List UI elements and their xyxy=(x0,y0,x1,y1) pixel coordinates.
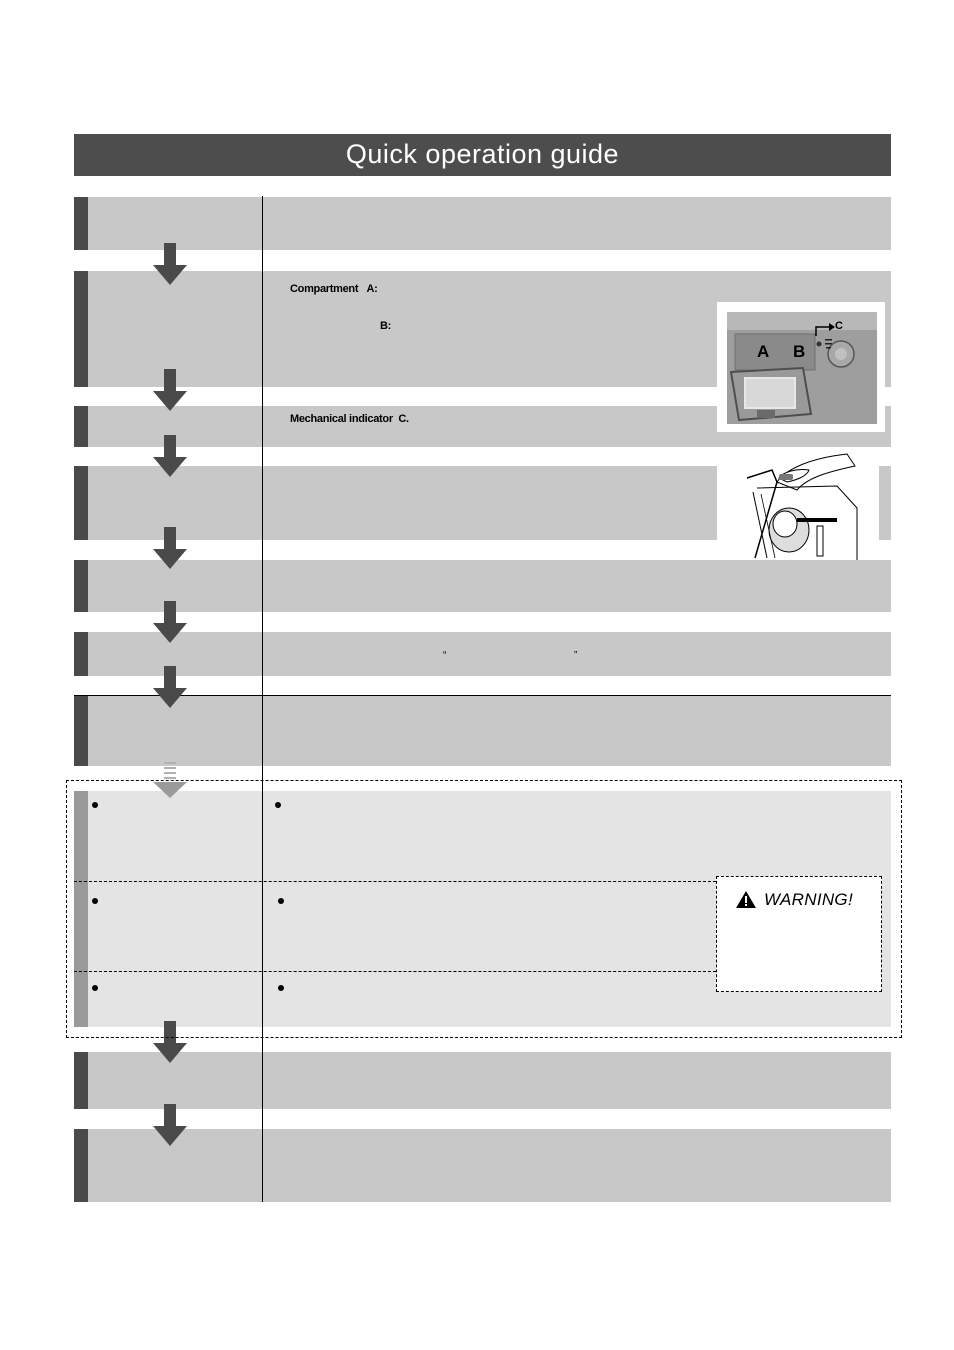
step-marker xyxy=(74,271,88,387)
bullet-icon xyxy=(92,802,98,808)
mechanical-indicator-text: Mechanical indicator xyxy=(290,413,393,425)
bullet-icon xyxy=(275,802,281,808)
options-separator xyxy=(74,971,716,972)
step-marker xyxy=(74,406,88,447)
indicator-c-text: C. xyxy=(398,413,409,425)
warning-title: WARNING! xyxy=(764,890,853,909)
warning-triangle-icon xyxy=(736,891,756,908)
column-divider xyxy=(262,196,263,1202)
mechanical-indicator-label xyxy=(290,413,409,425)
compartment-a-marker: A xyxy=(757,342,770,361)
down-arrow-icon xyxy=(153,435,187,477)
compartment-text: Compartment xyxy=(290,283,359,295)
down-arrow-icon xyxy=(153,666,187,708)
dispenser-photo xyxy=(717,302,885,432)
step-marker xyxy=(74,560,88,612)
down-arrow-icon xyxy=(153,243,187,285)
down-arrow-icon xyxy=(153,601,187,643)
close-quote: ” xyxy=(574,650,578,661)
compartment-label xyxy=(290,283,378,295)
step-band-6 xyxy=(74,632,891,676)
compartment-b-label: B: xyxy=(380,320,392,332)
hand-filling-icon xyxy=(717,448,879,560)
row-divider xyxy=(74,695,891,696)
down-arrow-icon xyxy=(153,1104,187,1146)
open-quote: “ xyxy=(443,650,447,661)
page-title: Quick operation guide xyxy=(74,134,891,176)
warning-box xyxy=(716,876,882,992)
bullet-icon xyxy=(92,898,98,904)
indicator-c-marker: C xyxy=(835,320,843,332)
step-band-8 xyxy=(74,1052,891,1109)
step-marker xyxy=(74,696,88,766)
dispenser-illustration xyxy=(717,302,885,432)
step-band-7 xyxy=(74,696,891,766)
step-band-9 xyxy=(74,1129,891,1202)
down-arrow-icon xyxy=(153,369,187,411)
compartment-b-marker: B xyxy=(793,342,806,361)
step-marker xyxy=(74,197,88,250)
step-marker xyxy=(74,466,88,540)
bullet-icon xyxy=(278,898,284,904)
step-marker xyxy=(74,1129,88,1202)
step-marker xyxy=(74,632,88,676)
step-band-5 xyxy=(74,560,891,612)
step-marker xyxy=(74,1052,88,1109)
step-band-1 xyxy=(74,197,891,250)
down-arrow-icon xyxy=(153,527,187,569)
fill-illustration xyxy=(717,448,879,560)
bullet-icon xyxy=(278,985,284,991)
bullet-icon xyxy=(92,985,98,991)
options-separator xyxy=(74,881,716,882)
compartment-a-text: A: xyxy=(366,283,378,295)
